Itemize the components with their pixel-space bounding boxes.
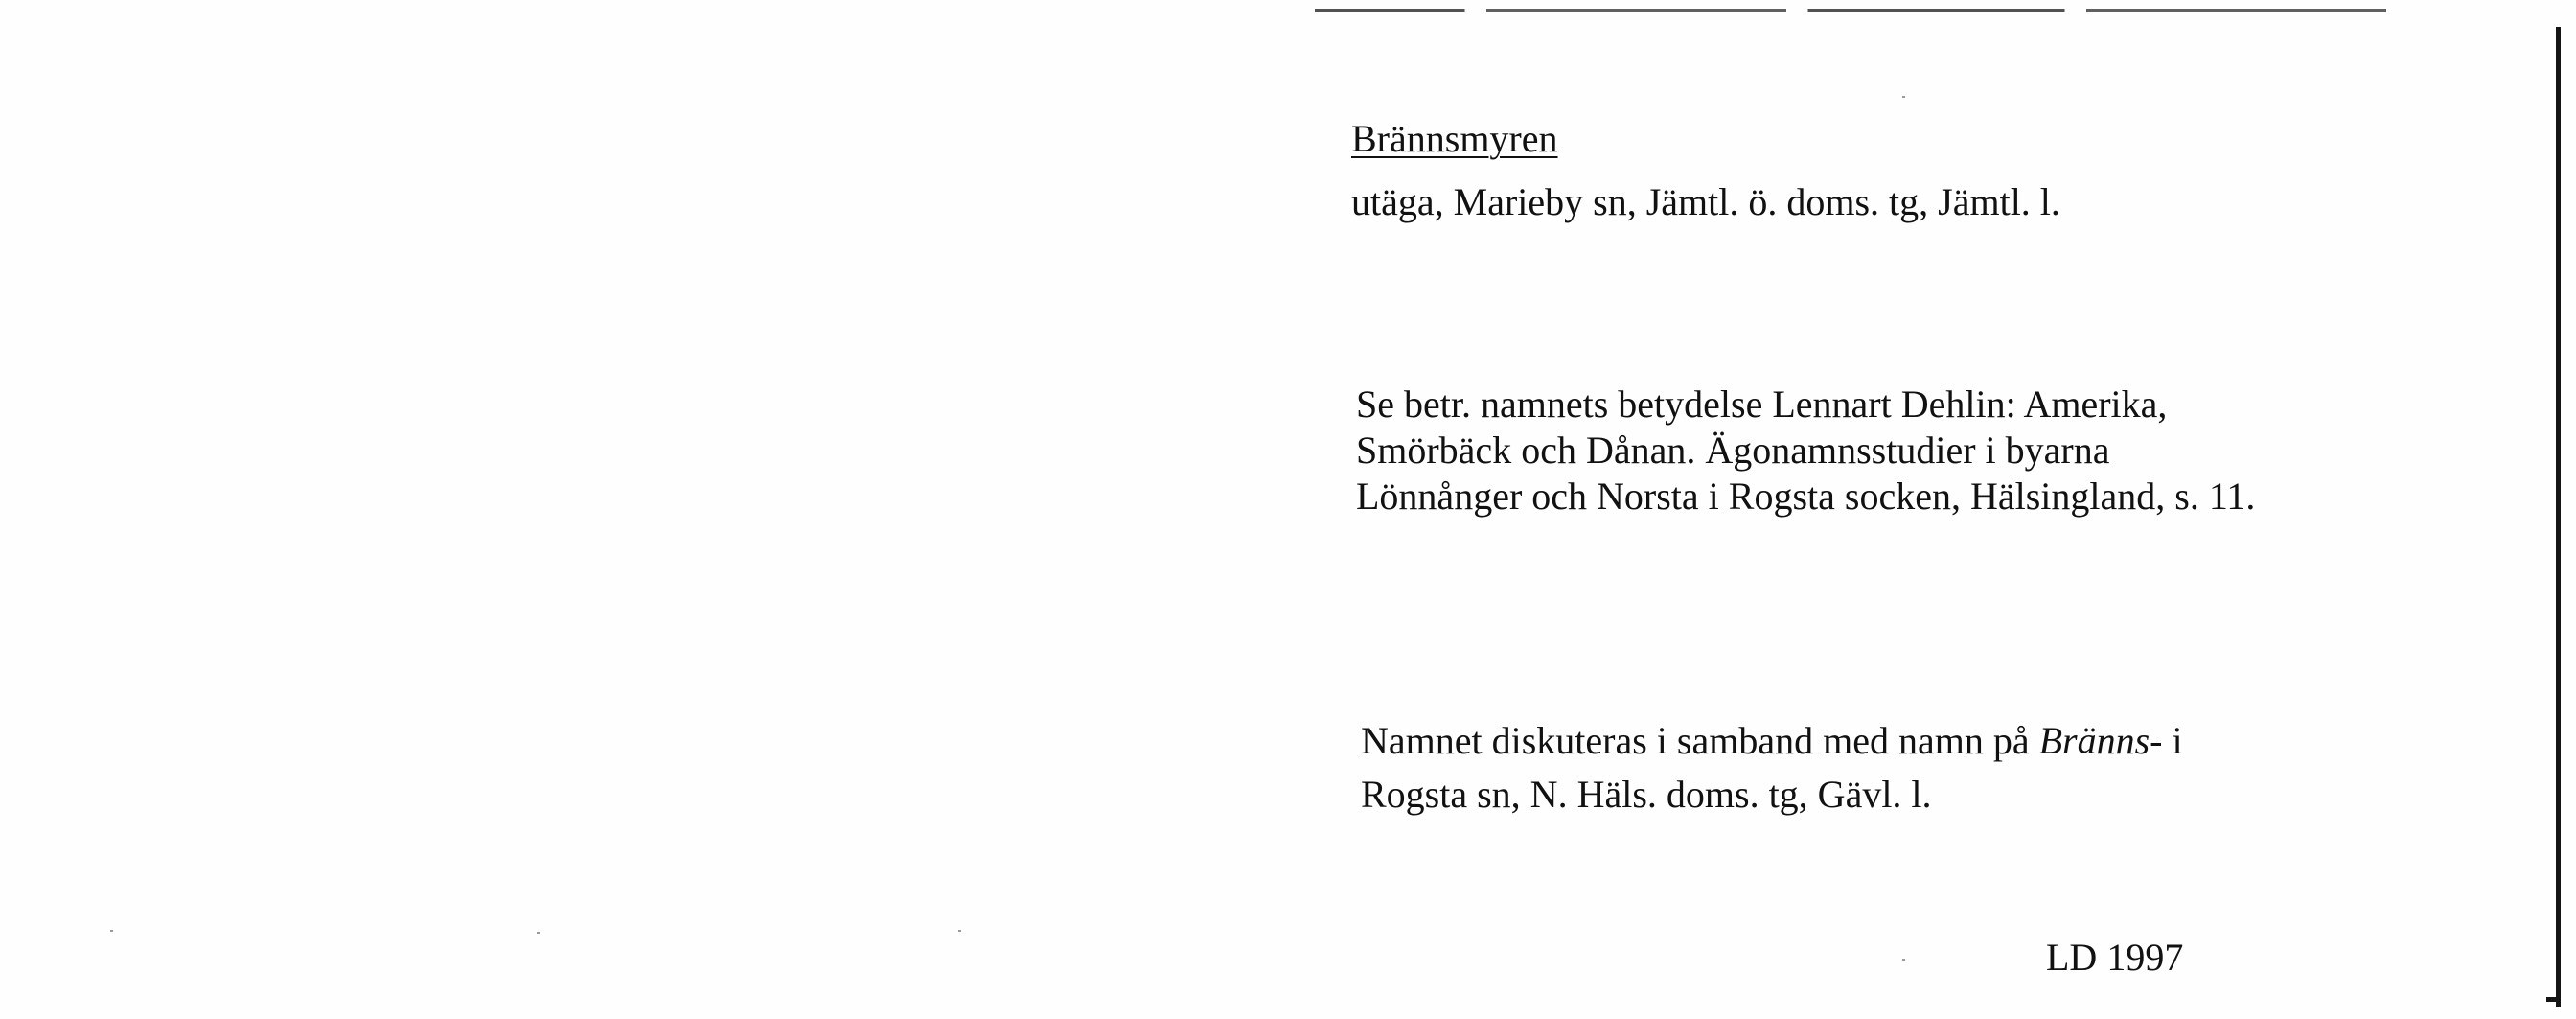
author-signature: LD 1997 xyxy=(2046,936,2184,979)
right-edge-border xyxy=(2556,27,2561,1007)
scan-speck xyxy=(537,932,540,934)
scan-speck xyxy=(1902,959,1905,961)
discussion-text-start: Namnet diskuteras i samband med namn på xyxy=(1361,719,2039,762)
discussion-text-end: i xyxy=(2162,719,2183,762)
place-name-heading: Brännsmyren xyxy=(1351,117,1558,160)
reference-line: Smörbäck och Dånan. Ägonamnsstudier i byarna xyxy=(1356,428,2110,472)
discussion-paragraph xyxy=(1361,714,2183,822)
right-edge-foot-mark xyxy=(2546,997,2560,1002)
italic-name-element: Bränns- xyxy=(2038,719,2163,762)
scan-speck xyxy=(1902,96,1905,98)
scan-speck xyxy=(958,930,961,932)
top-border-rule xyxy=(1315,9,2386,12)
scan-speck xyxy=(110,930,113,932)
reference-paragraph xyxy=(1356,382,2255,520)
reference-line: Se betr. namnets betydelse Lennart Dehlin: Amerika, xyxy=(1356,382,2168,426)
reference-line: Lönnånger och Norsta i Rogsta socken, Hälsingland, s. 11. xyxy=(1356,475,2256,518)
location-line: utäga, Marieby sn, Jämtl. ö. doms. tg, Jämtl. l. xyxy=(1351,180,2060,223)
discussion-line-2: Rogsta sn, N. Häls. doms. tg, Gävl. l. xyxy=(1361,773,1932,816)
discussion-line-1 xyxy=(1361,714,2183,768)
